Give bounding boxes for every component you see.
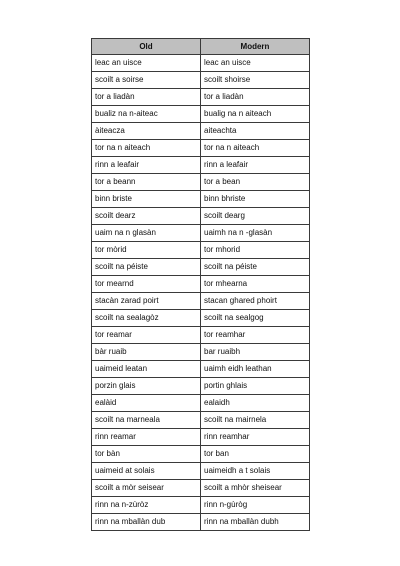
place-names-table xyxy=(91,38,310,531)
cell-modern: scoilt dearg xyxy=(201,208,310,225)
table-row xyxy=(92,412,310,429)
cell-old: tor na n aiteach xyxy=(92,140,201,157)
table-header xyxy=(92,39,310,55)
table-row xyxy=(92,72,310,89)
cell-old: tor mòrid xyxy=(92,242,201,259)
table-row xyxy=(92,395,310,412)
cell-modern: bar ruaibh xyxy=(201,344,310,361)
table-row xyxy=(92,140,310,157)
cell-modern: scoilt na mairnela xyxy=(201,412,310,429)
cell-modern: tor a bean xyxy=(201,174,310,191)
cell-modern: leac an uisce xyxy=(201,55,310,72)
table-row xyxy=(92,55,310,72)
cell-modern: uaimh eidh leathan xyxy=(201,361,310,378)
cell-modern: scoilt a mhòr sheisear xyxy=(201,480,310,497)
cell-modern: uaimeidh a t solais xyxy=(201,463,310,480)
column-header-modern: Modern xyxy=(201,39,310,55)
cell-old: tor mearnd xyxy=(92,276,201,293)
cell-old: rinn reamar xyxy=(92,429,201,446)
cell-old: stacàn zarad poirt xyxy=(92,293,201,310)
cell-old: uaimeid at solais xyxy=(92,463,201,480)
table-row xyxy=(92,361,310,378)
table-row xyxy=(92,497,310,514)
cell-modern: portin ghlais xyxy=(201,378,310,395)
cell-modern: tor na n aiteach xyxy=(201,140,310,157)
cell-old: tor a beann xyxy=(92,174,201,191)
cell-old: uaim na n glasàn xyxy=(92,225,201,242)
cell-modern: tor a liadàn xyxy=(201,89,310,106)
cell-old: scoilt a mòr seisear xyxy=(92,480,201,497)
cell-modern: rinn reamhar xyxy=(201,429,310,446)
table-row xyxy=(92,225,310,242)
cell-old: scoilt na marneala xyxy=(92,412,201,429)
table-row xyxy=(92,310,310,327)
cell-modern: ealaidh xyxy=(201,395,310,412)
cell-modern: tor reamhar xyxy=(201,327,310,344)
cell-old: rinn na n-zùròz xyxy=(92,497,201,514)
column-header-old: Old xyxy=(92,39,201,55)
cell-old: tor reamar xyxy=(92,327,201,344)
cell-modern: tor ban xyxy=(201,446,310,463)
table-row xyxy=(92,293,310,310)
cell-old: uaimeid leatan xyxy=(92,361,201,378)
cell-old: leac an uisce xyxy=(92,55,201,72)
cell-old: bàr ruaib xyxy=(92,344,201,361)
cell-old: rinn a leafair xyxy=(92,157,201,174)
table-row xyxy=(92,191,310,208)
table-row xyxy=(92,480,310,497)
cell-modern: stacan ghared phoirt xyxy=(201,293,310,310)
table-row xyxy=(92,327,310,344)
cell-modern: scoilt na péiste xyxy=(201,259,310,276)
table-row xyxy=(92,157,310,174)
table-row xyxy=(92,259,310,276)
table-row xyxy=(92,276,310,293)
cell-old: rinn na mballàn dub xyxy=(92,514,201,531)
table-row xyxy=(92,446,310,463)
table-row xyxy=(92,514,310,531)
cell-old: ealàid xyxy=(92,395,201,412)
cell-old: porzin glais xyxy=(92,378,201,395)
cell-modern: scoilt na sealgog xyxy=(201,310,310,327)
cell-modern: scoilt shoirse xyxy=(201,72,310,89)
cell-modern: tor mhorid xyxy=(201,242,310,259)
cell-modern: bualig na n aiteach xyxy=(201,106,310,123)
table-row xyxy=(92,89,310,106)
cell-old: binn briste xyxy=(92,191,201,208)
cell-modern: rinn n-gùròg xyxy=(201,497,310,514)
table-row xyxy=(92,242,310,259)
cell-old: scoilt na sealagòz xyxy=(92,310,201,327)
cell-modern: rinn na mballàn dubh xyxy=(201,514,310,531)
cell-old: tor a liadàn xyxy=(92,89,201,106)
cell-modern: binn bhriste xyxy=(201,191,310,208)
cell-old: scoilt dearz xyxy=(92,208,201,225)
table-row xyxy=(92,429,310,446)
cell-old: àiteacza xyxy=(92,123,201,140)
table-row xyxy=(92,463,310,480)
cell-old: bualiz na n-aiteac xyxy=(92,106,201,123)
table-row xyxy=(92,378,310,395)
table-body xyxy=(92,55,310,531)
cell-modern: uaimh na n -glasàn xyxy=(201,225,310,242)
cell-old: tor bàn xyxy=(92,446,201,463)
header-row xyxy=(92,39,310,55)
cell-old: scoilt a soirse xyxy=(92,72,201,89)
table-row xyxy=(92,208,310,225)
table-row xyxy=(92,174,310,191)
table-row xyxy=(92,344,310,361)
cell-old: scoilt na péiste xyxy=(92,259,201,276)
cell-modern: rinn a leafair xyxy=(201,157,310,174)
cell-modern: tor mhearna xyxy=(201,276,310,293)
cell-modern: aiteachta xyxy=(201,123,310,140)
table-row xyxy=(92,123,310,140)
table-row xyxy=(92,106,310,123)
